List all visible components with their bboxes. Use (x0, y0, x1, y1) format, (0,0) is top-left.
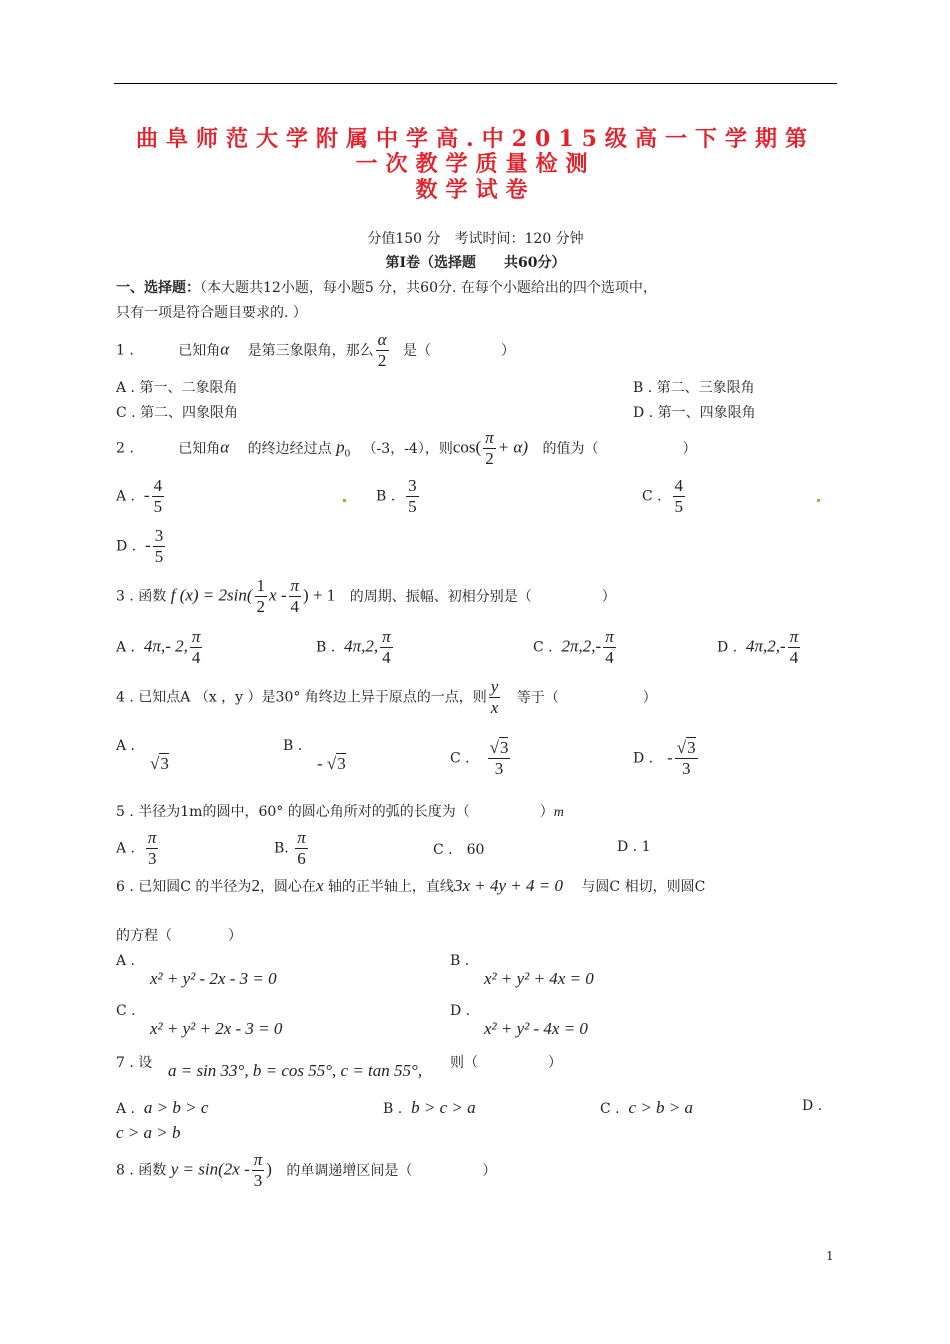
section-instr-1: （本大题共12小题，每小题5 分，共60分. 在每个小题给出的四个选项中， (200, 280, 657, 296)
q7-prompt: 则（ ） (450, 1055, 562, 1071)
q7-expression: a = sin 33°, b = cos 55°, c = tan 55°, (168, 1061, 423, 1080)
stray-mark (343, 499, 346, 502)
q5-option-d: D . 1 (617, 839, 651, 855)
question-8: 8 . 函数 y = sin(2x - $\frac{\pi}{3}$ ) 的单调递增区间是（ ） (116, 1150, 497, 1190)
section-label: 一、选择题： (116, 280, 200, 296)
q6-option-b: B . x² + y² + 4x = 0 (450, 953, 594, 988)
q4-option-c: C . $\frac{√3}{3}$ (450, 738, 509, 778)
q1-option-c: C . 第二、四象限角 (116, 405, 239, 421)
q2-option-c: C . $\frac{4}{5}$ (642, 476, 684, 516)
question-6: 6 . 已知圆C 的半径为2，圆心在x 轴的正半轴上，直线3x + 4y + 4 = 0 与圆C 相切，则圆C (116, 876, 706, 895)
exam-meta: 分值150 分 考试时间：120 分钟 (367, 231, 584, 247)
q5-option-a: A . $\frac{\pi}{3}$ (116, 828, 157, 868)
q1-option-a: A . 第一、二象限角 (116, 380, 238, 396)
q3-option-a: A . 4π,- 2, $\frac{\pi}{4}$ (116, 627, 201, 667)
question-4: 4 . 已知点A （x ，y ）是30° 角终边上异于原点的一点，则 $\frac{y}{x}$ 等于（ ） (116, 677, 657, 717)
q6-option-d: D . x² + y² - 4x = 0 (450, 1003, 588, 1038)
q1-option-d: D . 第一、四象限角 (633, 405, 756, 421)
stray-mark (817, 499, 820, 502)
fraction: $\frac{\pi}{2}$ (485, 428, 494, 468)
question-3: 3 . 函数 f (x) = 2sin( $\frac{1}{2}$ x - $\frac{\pi}{4}$ ) + 1 的周期、振幅、初相分别是（ ） (116, 576, 616, 616)
q7-option-a: A . a > b > c (116, 1098, 209, 1117)
fraction: $\frac{\alpha}{2}$ (377, 330, 387, 370)
q4-option-d: D . - $\frac{√3}{3}$ (633, 738, 696, 778)
section-instr-2: 只有一项是符合题目要求的. ） (116, 305, 307, 321)
q2-option-a: A . - $\frac{4}{5}$ (116, 476, 163, 516)
title-line-2: 一次教学质量检测 (355, 151, 596, 177)
section-instructions (116, 277, 657, 297)
q3-option-d: D . 4π,2,- $\frac{\pi}{4}$ (717, 627, 799, 667)
q5-option-b: B. $\frac{\pi}{6}$ (274, 828, 306, 868)
question-2: 2 . 已知角α 的终边经过点 $p_0$ （-3，-4），则cos( $\frac{\pi}{2}$ + α) 的值为（ ） (116, 428, 697, 468)
header-rule (114, 83, 837, 84)
q7-option-d: c > a > b (116, 1123, 181, 1142)
question-7: 7 . 设 (116, 1055, 153, 1071)
page-number: 1 (826, 1249, 834, 1263)
q7-option-b: B . b > c > a (383, 1098, 476, 1117)
q7-option-c: C . c > b > a (600, 1098, 694, 1117)
question-6-continued: 的方程（ ） (116, 928, 242, 944)
q3-option-b: B . 4π,2, $\frac{\pi}{4}$ (316, 627, 391, 667)
q4-option-b: B . - √3 (283, 738, 346, 773)
q1-option-b: B . 第二、三象限角 (633, 380, 755, 396)
q6-option-c: C . x² + y² + 2x - 3 = 0 (116, 1003, 283, 1038)
q6-option-a: A . x² + y² - 2x - 3 = 0 (116, 953, 277, 988)
q2-option-b: B . $\frac{3}{5}$ (376, 476, 417, 516)
question-5: 5 . 半径为1m的圆中，60° 的圆心角所对的弧的长度为（ ）m (116, 804, 564, 820)
q4-option-a: A . √3 (116, 738, 169, 773)
volume-heading: 第Ⅰ卷（选择题 共60分） (385, 255, 566, 271)
q3-option-c: C . 2π,2,- $\frac{\pi}{4}$ (533, 627, 614, 667)
q2-option-d: D . - $\frac{3}{5}$ (116, 526, 164, 566)
title-line-1: 曲阜师范大学附属中学高.中2015级高一下学期第 (136, 126, 815, 152)
q5-option-c: C . 60 (433, 842, 485, 858)
question-1: 1 . 已知角α 是第三象限角，那么 $\frac{\alpha}{2}$ 是（ ） (116, 330, 516, 370)
q7-option-d-label: D . (802, 1098, 823, 1114)
title-line-3: 数学试卷 (415, 177, 536, 203)
